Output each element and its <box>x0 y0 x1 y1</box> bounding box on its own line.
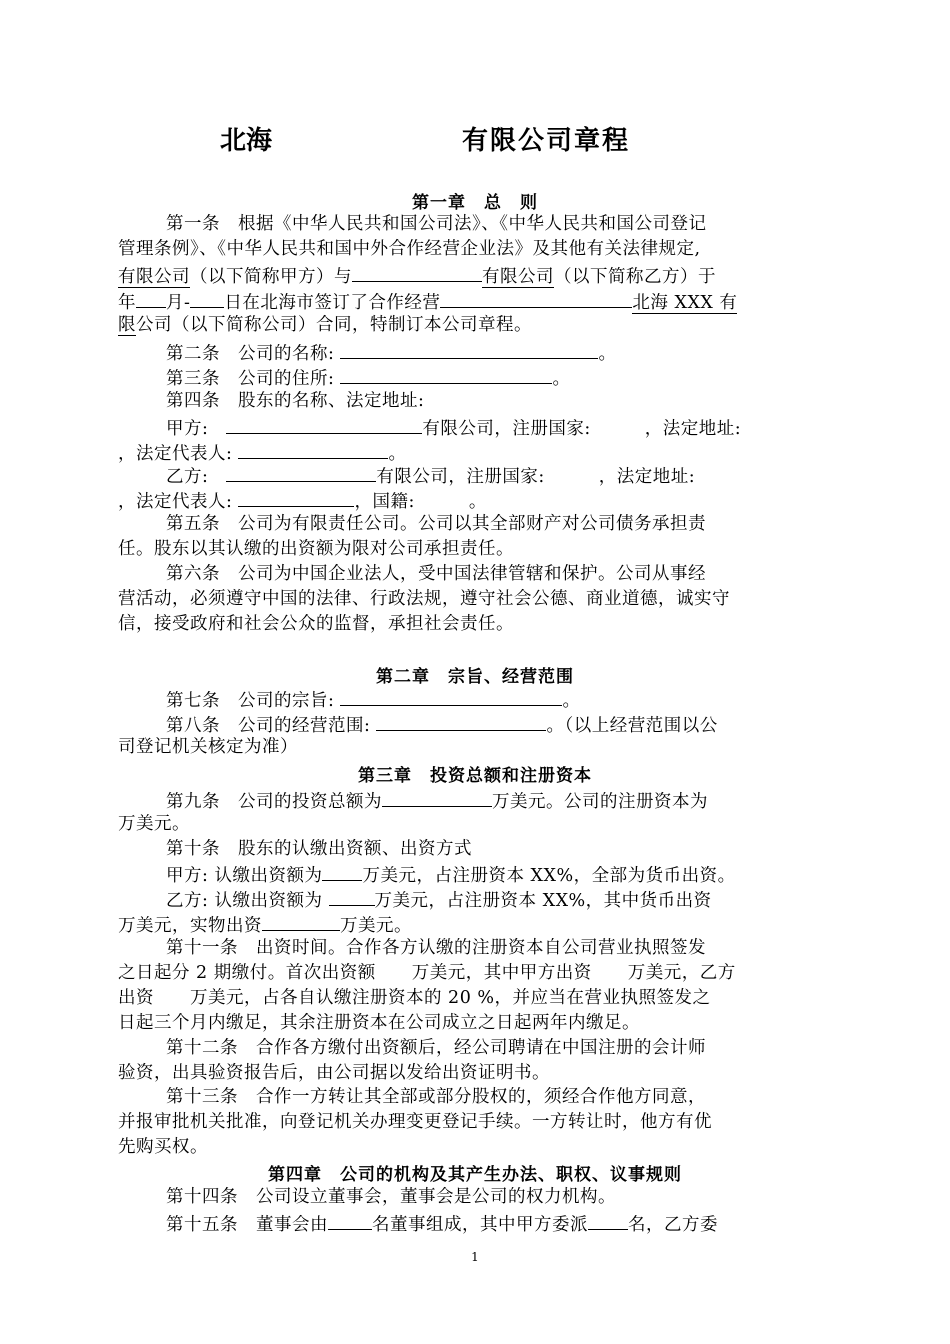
text: 年 <box>118 293 136 313</box>
blank-line <box>340 686 562 706</box>
text: 。 <box>388 444 407 464</box>
article-6-line: 信，接受政府和社会公众的监督，承担社会责任。 <box>118 614 514 634</box>
text: 第八条 公司的经营范围: <box>166 716 371 736</box>
article-11-line: 出资 万美元，占各自认缴注册资本的 20 %，并应当在营业执照签发之 <box>118 988 711 1008</box>
text: 乙方: 认缴出资额为 <box>166 891 323 911</box>
article-13-line: 并报审批机关批准，向登记机关办理变更登记手续。一方转让时，他方有优 <box>118 1112 712 1132</box>
text: 月 <box>166 293 184 313</box>
article-12-line: 第十二条 合作各方缴付出资额后，经公司聘请在中国注册的会计师 <box>166 1038 706 1058</box>
text: 甲方: 认缴出资额为 <box>166 866 323 886</box>
article-10-party-b <box>118 911 838 938</box>
blank-line <box>376 711 546 731</box>
article-11-line: 第十一条 出资时间。合作各方认缴的注册资本自公司营业执照签发 <box>166 938 706 958</box>
article-1-line: 管理条例》、《中华人民共和国中外合作经营企业法》及其他有关法律规定, <box>118 239 701 259</box>
article-6-line: 第六条 公司为中国企业法人，受中国法律管辖和保护。公司从事经 <box>166 564 706 584</box>
text: 。 <box>598 344 617 364</box>
article-10-party-a <box>166 861 838 888</box>
blank-line <box>382 787 492 807</box>
blank-text: 有限公司 <box>118 267 190 287</box>
article-13-line: 第十三条 合作一方转让其全部或部分股权的，须经合作他方同意， <box>166 1087 706 1107</box>
text: （以下简称乙方）于 <box>554 267 716 287</box>
party-b-line <box>166 462 838 489</box>
text: 名董事组成，其中甲方委派 <box>372 1215 588 1235</box>
article-1-line <box>118 262 838 289</box>
blank-text: 限 <box>118 315 136 335</box>
blank-line <box>329 886 375 906</box>
blank-text: 有限公司 <box>482 267 554 287</box>
text: 第七条 公司的宗旨: <box>166 691 335 711</box>
blank-line <box>238 487 354 507</box>
blank-line <box>328 1210 372 1230</box>
text: 名，乙方委 <box>628 1215 718 1235</box>
title-city: 北海 <box>220 126 273 156</box>
text: 第十五条 董事会由 <box>166 1215 328 1235</box>
article-8 <box>166 711 838 738</box>
article-3 <box>166 364 838 391</box>
article-5-line: 第五条 公司为有限责任公司。公司以其全部财产对公司债务承担责 <box>166 514 706 534</box>
article-1-line <box>118 288 838 315</box>
text: 。（以上经营范围以公 <box>546 716 718 736</box>
blank-line <box>352 262 482 282</box>
text: ，法定代表人: <box>118 492 233 512</box>
blank-line <box>226 462 376 482</box>
article-9-line: 万美元。 <box>118 814 190 834</box>
article-4: 第四条 股东的名称、法定地址: <box>166 391 425 411</box>
article-13-line: 先购买权。 <box>118 1137 208 1157</box>
article-7 <box>166 686 838 713</box>
article-8-line: 司登记机关核定为准） <box>118 737 298 757</box>
article-9 <box>166 787 838 814</box>
text: 第三条 公司的住所: <box>166 369 335 389</box>
text: 日在北海市签订了合作经营 <box>224 293 441 313</box>
article-5-line: 任。股东以其认缴的出资额为限对公司承担责任。 <box>118 539 514 559</box>
text: 万美元。 <box>340 916 412 936</box>
article-11-line: 之日起分 2 期缴付。首次出资额 万美元，其中甲方出资 万美元，乙方 <box>118 963 736 983</box>
blank-line <box>588 1210 628 1230</box>
text: - <box>184 293 191 313</box>
blank-text: 北海 XXX 有 <box>632 293 738 313</box>
title-company: 有限公司章程 <box>462 126 631 156</box>
article-10-party-b <box>166 886 838 913</box>
article-1-line <box>118 313 838 337</box>
article-6-line: 营活动，必须遵守中国的法律、行政法规，遵守社会公德、商业道德，诚实守 <box>118 589 730 609</box>
party-b-line <box>118 487 838 514</box>
text: 第九条 公司的投资总额为 <box>166 792 382 812</box>
party-a-line <box>166 414 838 441</box>
text: 有限公司，注册国家: ，法定地址: <box>422 419 742 439</box>
article-11-line: 日起三个月内缴足，其余注册资本在公司成立之日起两年内缴足。 <box>118 1013 640 1033</box>
blank-line <box>340 339 598 359</box>
text: 万美元，占注册资本 XX%，全部为货币出资。 <box>362 866 736 886</box>
text: 万美元。公司的注册资本为 <box>492 792 708 812</box>
text: ，国籍: 。 <box>354 492 487 512</box>
article-2 <box>166 339 838 366</box>
text: 第二条 公司的名称: <box>166 344 335 364</box>
text: （以下简称甲方）与 <box>190 267 352 287</box>
chapter-3-heading: 第三章 投资总额和注册资本 <box>358 766 592 786</box>
chapter-2-heading: 第二章 宗旨、经营范围 <box>376 667 574 687</box>
text: 有限公司，注册国家: ，法定地址: <box>376 467 696 487</box>
article-14: 第十四条 公司设立董事会，董事会是公司的权力机构。 <box>166 1187 616 1207</box>
text: ，法定代表人: <box>118 444 233 464</box>
article-12-line: 验资，出具验资报告后，由公司据以发给出资证明书。 <box>118 1063 550 1083</box>
blank-line <box>190 288 224 308</box>
article-1-line: 第一条 根据《中华人民共和国公司法》、《中华人民共和国公司登记 <box>166 214 707 234</box>
page-number: 1 <box>471 1250 479 1264</box>
chapter-1-heading: 第一章 总 则 <box>412 193 538 213</box>
blank-line <box>136 288 166 308</box>
text: 甲方: <box>166 419 209 439</box>
article-15 <box>166 1210 838 1237</box>
text: 。 <box>562 691 581 711</box>
blank-line <box>440 288 632 308</box>
blank-line <box>322 861 362 881</box>
chapter-4-heading: 第四章 公司的机构及其产生办法、职权、议事规则 <box>268 1165 682 1185</box>
blank-line <box>238 439 388 459</box>
text: 公司（以下简称公司）合同，特制订本公司章程。 <box>136 315 532 335</box>
article-10: 第十条 股东的认缴出资额、出资方式 <box>166 839 472 859</box>
blank-line <box>262 911 340 931</box>
text: 万美元，实物出资 <box>118 916 262 936</box>
text: 万美元，占注册资本 XX%，其中货币出资 <box>374 891 712 911</box>
text: 。 <box>552 369 571 389</box>
document-title <box>0 120 950 156</box>
blank-line <box>340 364 552 384</box>
text: 乙方: <box>166 467 209 487</box>
blank-line <box>226 414 422 434</box>
